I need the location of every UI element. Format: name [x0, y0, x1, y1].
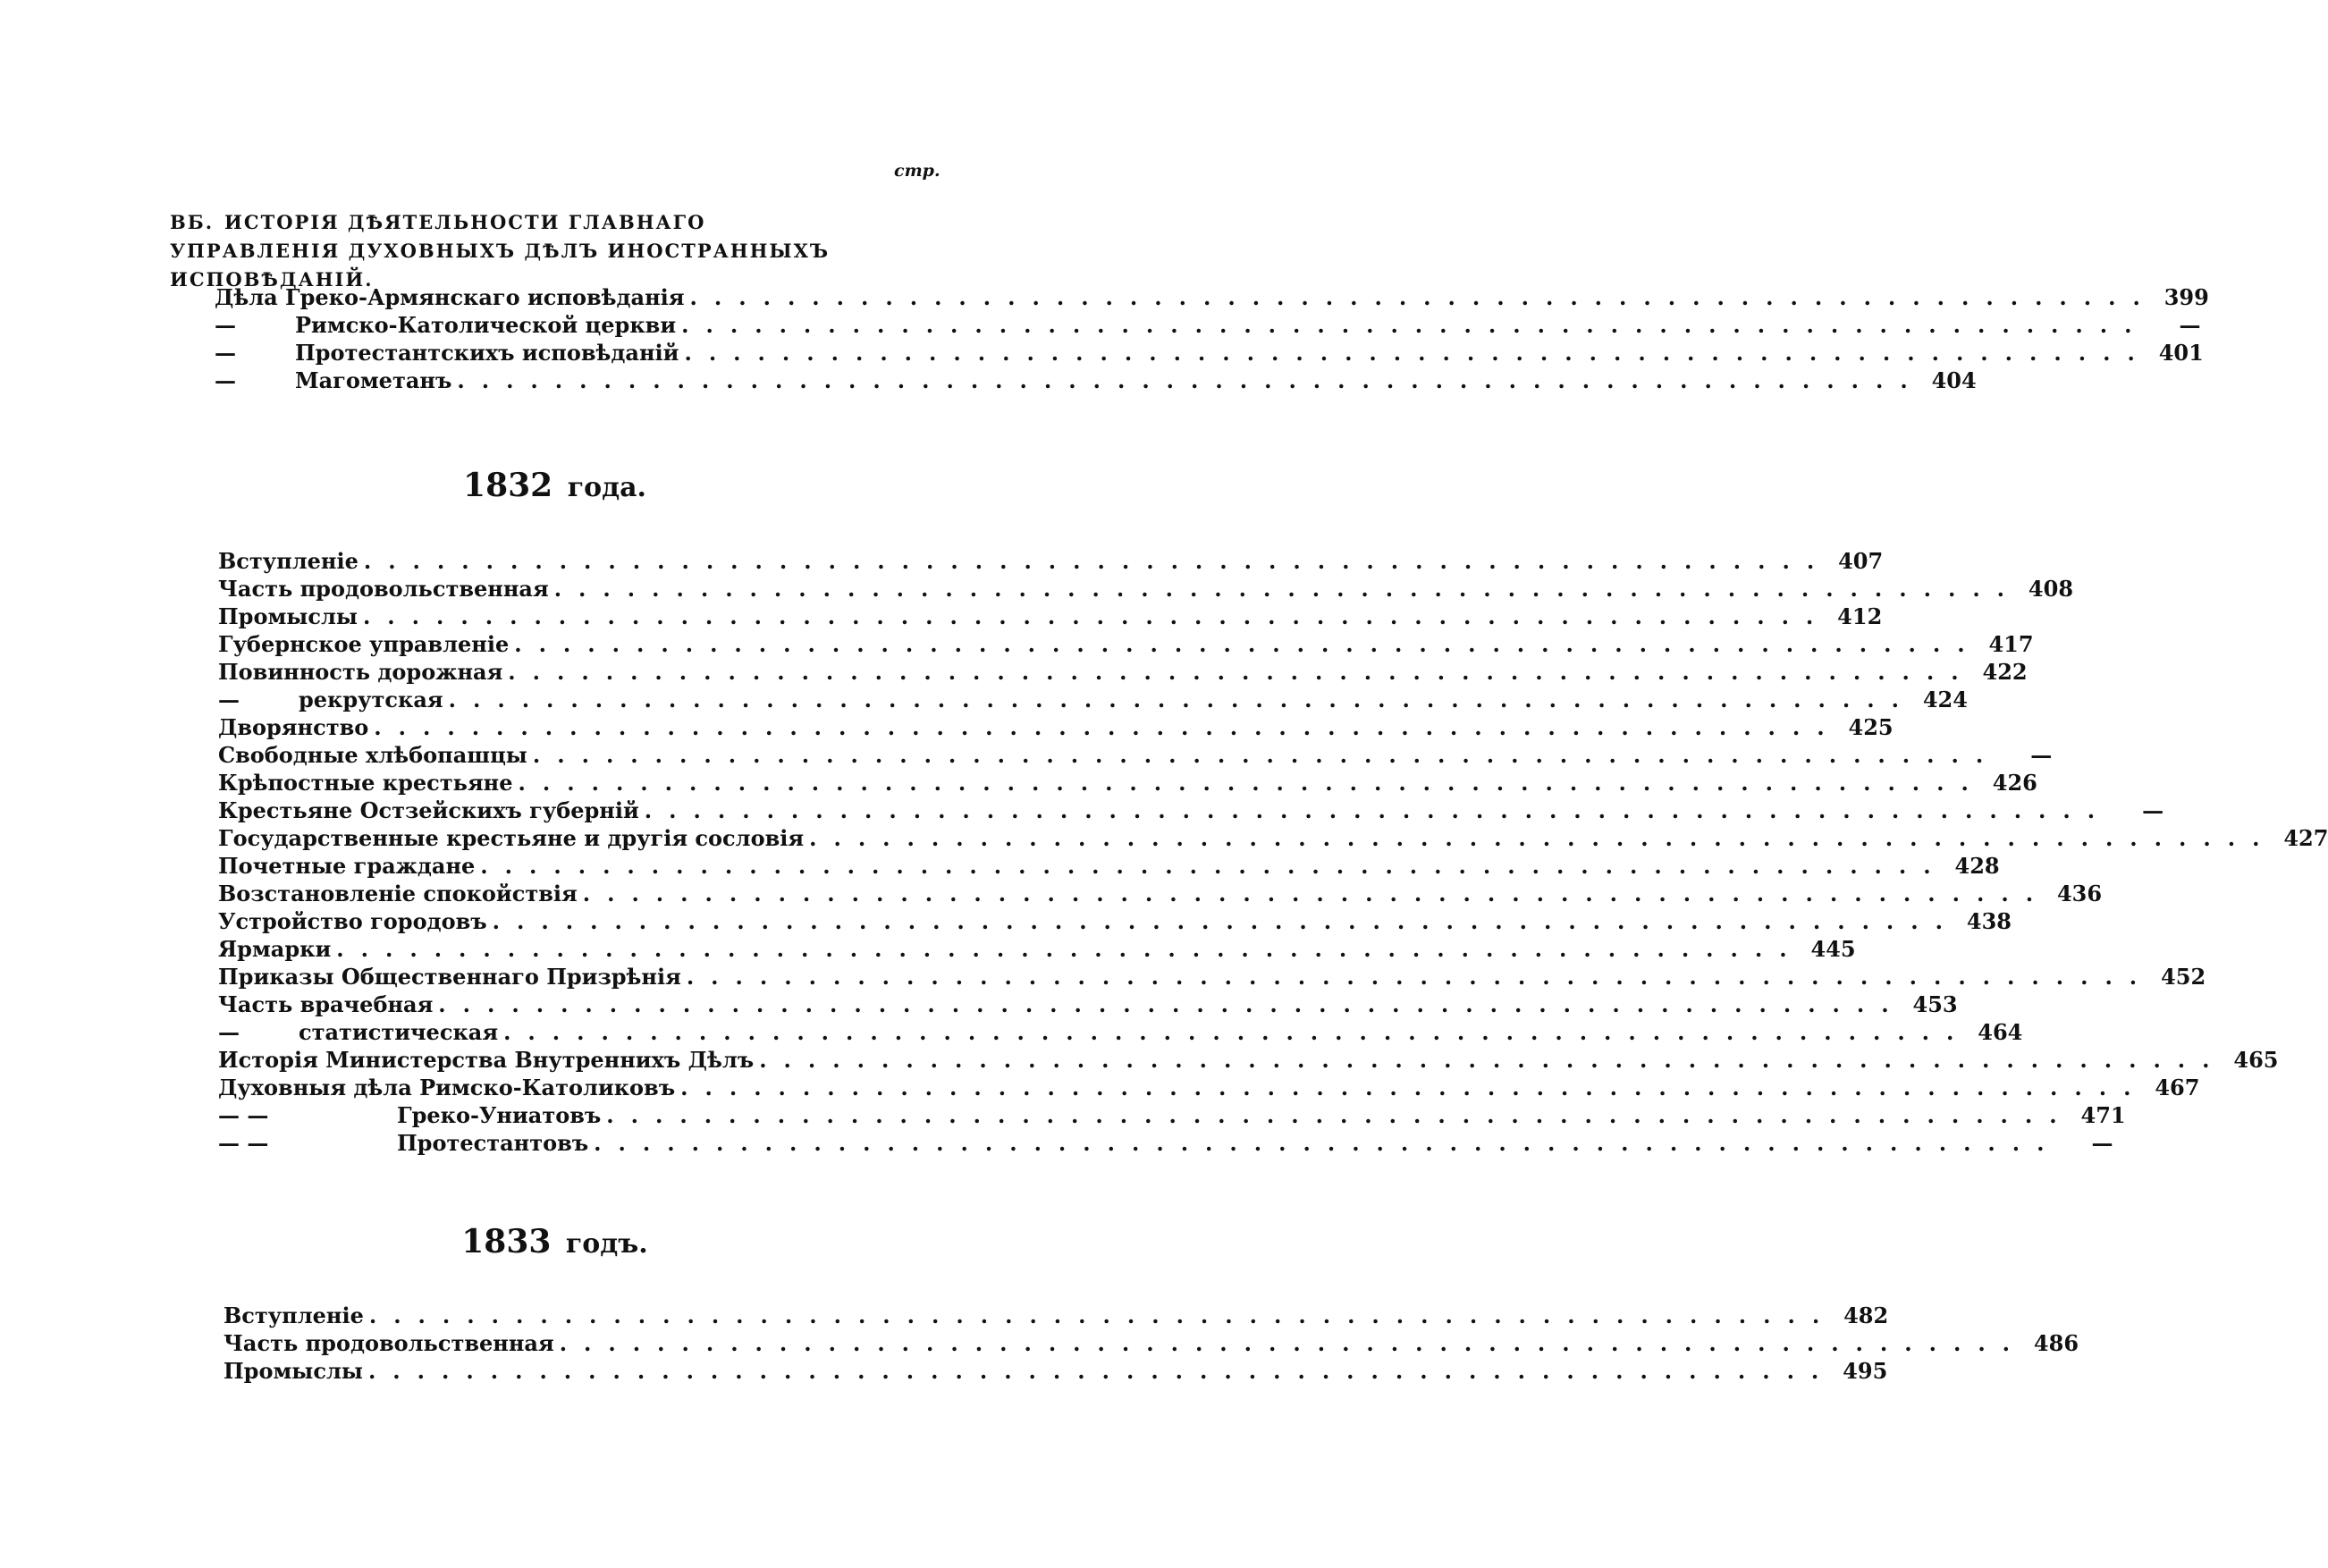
toc-entry [218, 881, 2103, 908]
dot-leader: ............................................................ [680, 1075, 2148, 1100]
toc-entry-title: Часть врачебная [218, 991, 434, 1017]
toc-entry [218, 1075, 2200, 1102]
toc-entry-page: 425 [1848, 714, 1894, 740]
ditto-dash: — — [218, 1130, 269, 1156]
toc-entry [218, 853, 2000, 881]
toc-entry-page: 428 [1954, 853, 2000, 879]
toc-entry-title: Крестьяне Остзейскихъ губерній [218, 797, 639, 823]
toc-entry-title: Промыслы [218, 603, 358, 629]
toc-entry-page: — [2030, 742, 2053, 768]
toc-entry-page: — [2091, 1130, 2113, 1156]
toc-entry-title: Крѣпостные крестьяне [218, 770, 513, 796]
toc-entry [215, 340, 2204, 367]
dot-leader: ............................................................ [532, 742, 2001, 768]
year-heading-1833 [0, 1223, 1109, 1260]
toc-entry [218, 1102, 2126, 1130]
toc-entry-page: 467 [2155, 1075, 2200, 1100]
toc-entry [218, 936, 1856, 964]
toc-entry-page: 452 [2161, 964, 2206, 990]
toc-entry [218, 797, 2164, 825]
toc-list-1832 [218, 548, 2328, 1158]
dot-leader: ............................................................ [518, 770, 1986, 796]
dot-leader: ............................................................ [582, 881, 2051, 906]
year-heading-1832 [0, 467, 1109, 504]
toc-entry-page: 445 [1810, 936, 1856, 962]
ditto-dash: — [215, 367, 236, 393]
toc-entry-title: Исторія Министерства Внутреннихъ Дѣлъ [218, 1047, 755, 1073]
toc-entry-title: Приказы Общественнаго Призрѣнія [218, 964, 681, 990]
toc-entry-title: Промыслы [224, 1358, 363, 1384]
dot-leader: ............................................................ [594, 1130, 2062, 1156]
dot-leader: ............................................................ [644, 797, 2113, 823]
toc-entry-page: 422 [1982, 659, 2028, 685]
toc-entry [218, 576, 2074, 603]
toc-entry-title: Греко-Униатовъ [397, 1102, 602, 1128]
toc-entry-page: 404 [1931, 367, 1977, 393]
toc-entry [215, 367, 1977, 395]
dot-leader: ............................................................ [362, 603, 1831, 629]
toc-entry-page: — [2179, 312, 2201, 338]
toc-entry-title: Протестантовъ [397, 1130, 589, 1156]
toc-entry-page: 464 [1978, 1019, 2023, 1045]
toc-entry-title: Часть продовольственная [218, 576, 549, 602]
year-word: года. [567, 472, 646, 503]
dot-leader: ............................................................ [508, 659, 1976, 685]
toc-entry [218, 631, 2034, 659]
toc-list-section [215, 284, 2209, 395]
toc-entry-page: 486 [2033, 1330, 2079, 1356]
dot-leader: ............................................................ [367, 1358, 1836, 1384]
year-number: 1833 [461, 1223, 552, 1260]
toc-entry [215, 312, 2201, 340]
toc-entry-title: Вступленіе [218, 548, 358, 574]
toc-entry [218, 825, 2328, 853]
toc-entry-title: Духовныя дѣла Римско-Католиковъ [218, 1075, 676, 1100]
ditto-dash: — — [218, 1102, 269, 1128]
section-number: ВБ. [170, 211, 215, 233]
toc-entry [218, 687, 1968, 714]
toc-entry-page: 495 [1843, 1358, 1888, 1384]
dot-leader: ............................................................ [553, 576, 2022, 602]
toc-entry-page: 426 [1992, 770, 2037, 796]
dot-leader: ............................................................ [681, 312, 2149, 338]
dot-leader: ............................................................ [363, 548, 1832, 574]
toc-entry-title: Губернское управленіе [218, 631, 510, 657]
toc-entry [218, 714, 1894, 742]
toc-entry-page: — [2142, 797, 2164, 823]
toc-entry-page: 427 [2283, 825, 2328, 851]
toc-entry [218, 908, 2012, 936]
toc-entry-title: Дѣла Греко-Армянскаго исповѣданія [215, 284, 685, 310]
toc-entry-title: Магометанъ [295, 367, 452, 393]
dot-leader: ............................................................ [514, 631, 1982, 657]
ditto-dash: — [218, 1019, 240, 1045]
toc-entry [218, 742, 2053, 770]
toc-entry-page: 471 [2080, 1102, 2126, 1128]
toc-entry-title: Вступленіе [224, 1302, 364, 1328]
toc-entry-title: Протестантскихъ исповѣданій [295, 340, 679, 366]
toc-entry [218, 770, 2037, 797]
toc-entry-page: 401 [2158, 340, 2204, 366]
toc-entry [218, 1047, 2279, 1075]
ditto-dash: — [215, 340, 236, 366]
toc-entry-page: 465 [2233, 1047, 2279, 1073]
dot-leader: ............................................................ [448, 687, 1916, 712]
toc-entry-title: Ярмарки [218, 936, 332, 962]
dot-leader: ............................................................ [689, 284, 2157, 310]
toc-list-1833 [224, 1302, 2079, 1386]
dot-leader: ............................................................ [503, 1019, 1971, 1045]
toc-entry [224, 1358, 1888, 1386]
toc-entry [218, 991, 1958, 1019]
toc-entry-title: Дворянство [218, 714, 369, 740]
dot-leader: ............................................................ [457, 367, 1925, 393]
toc-entry [218, 1019, 2023, 1047]
toc-entry-page: 438 [1966, 908, 2012, 934]
toc-entry-title: Возстановленіе спокойствія [218, 881, 578, 906]
toc-entry [224, 1330, 2079, 1358]
section-heading-text: ИСТОРІЯ ДѢЯТЕЛЬНОСТИ ГЛАВНАГО УПРАВЛЕНІЯ ДУХОВНЫХЪ ДѢЛЪ ИНОСТРАННЫХЪ ИСПОВѢДАНІЙ. [170, 211, 831, 291]
toc-entry-page: 408 [2028, 576, 2074, 602]
toc-entry-title: Государственные крестьяне и другія сословія [218, 825, 805, 851]
year-word: годъ. [565, 1228, 648, 1260]
ditto-dash: — [218, 687, 240, 712]
toc-entry [224, 1302, 1889, 1330]
toc-entry-page: 399 [2164, 284, 2209, 310]
toc-entry-title: Свободные хлѣбопашцы [218, 742, 527, 768]
dot-leader: ............................................................ [684, 340, 2152, 366]
toc-entry-page: 424 [1922, 687, 1968, 712]
toc-entry [215, 284, 2209, 312]
toc-entry-page: 482 [1843, 1302, 1889, 1328]
toc-entry [218, 603, 1883, 631]
ditto-dash: — [215, 312, 236, 338]
toc-entry [218, 548, 1884, 576]
dot-leader: ............................................................ [606, 1102, 2074, 1128]
toc-entry-title: Повинность дорожная [218, 659, 503, 685]
dot-leader: ............................................................ [374, 714, 1842, 740]
toc-entry [218, 659, 2028, 687]
dot-leader: ............................................................ [336, 936, 1804, 962]
dot-leader: ............................................................ [492, 908, 1960, 934]
toc-entry-page: 417 [1988, 631, 2034, 657]
toc-entry-title: рекрутская [299, 687, 443, 712]
dot-leader: ............................................................ [438, 991, 1906, 1017]
toc-entry [218, 964, 2206, 991]
dot-leader: ............................................................ [559, 1330, 2028, 1356]
dot-leader: ............................................................ [480, 853, 1948, 879]
toc-entry-page: 436 [2056, 881, 2103, 906]
toc-entry-page: 412 [1837, 603, 1883, 629]
dot-leader: ............................................................ [368, 1302, 1837, 1328]
dot-leader: ............................................................ [809, 825, 2277, 851]
toc-entry-page: 453 [1912, 991, 1958, 1017]
toc-entry-title: Римско-Католической церкви [295, 312, 677, 338]
toc-entry-title: Устройство городовъ [218, 908, 487, 934]
toc-entry-title: статистическая [299, 1019, 499, 1045]
section-heading [170, 208, 876, 294]
toc-entry-title: Часть продовольственная [224, 1330, 554, 1356]
toc-entry-title: Почетные граждане [218, 853, 476, 879]
toc-entry-page: 407 [1838, 548, 1884, 574]
dot-leader: ............................................................ [686, 964, 2155, 990]
dot-leader: ............................................................ [759, 1047, 2227, 1073]
toc-entry [218, 1130, 2113, 1158]
page-column-label: стр. [894, 161, 940, 181]
year-number: 1832 [463, 467, 553, 504]
